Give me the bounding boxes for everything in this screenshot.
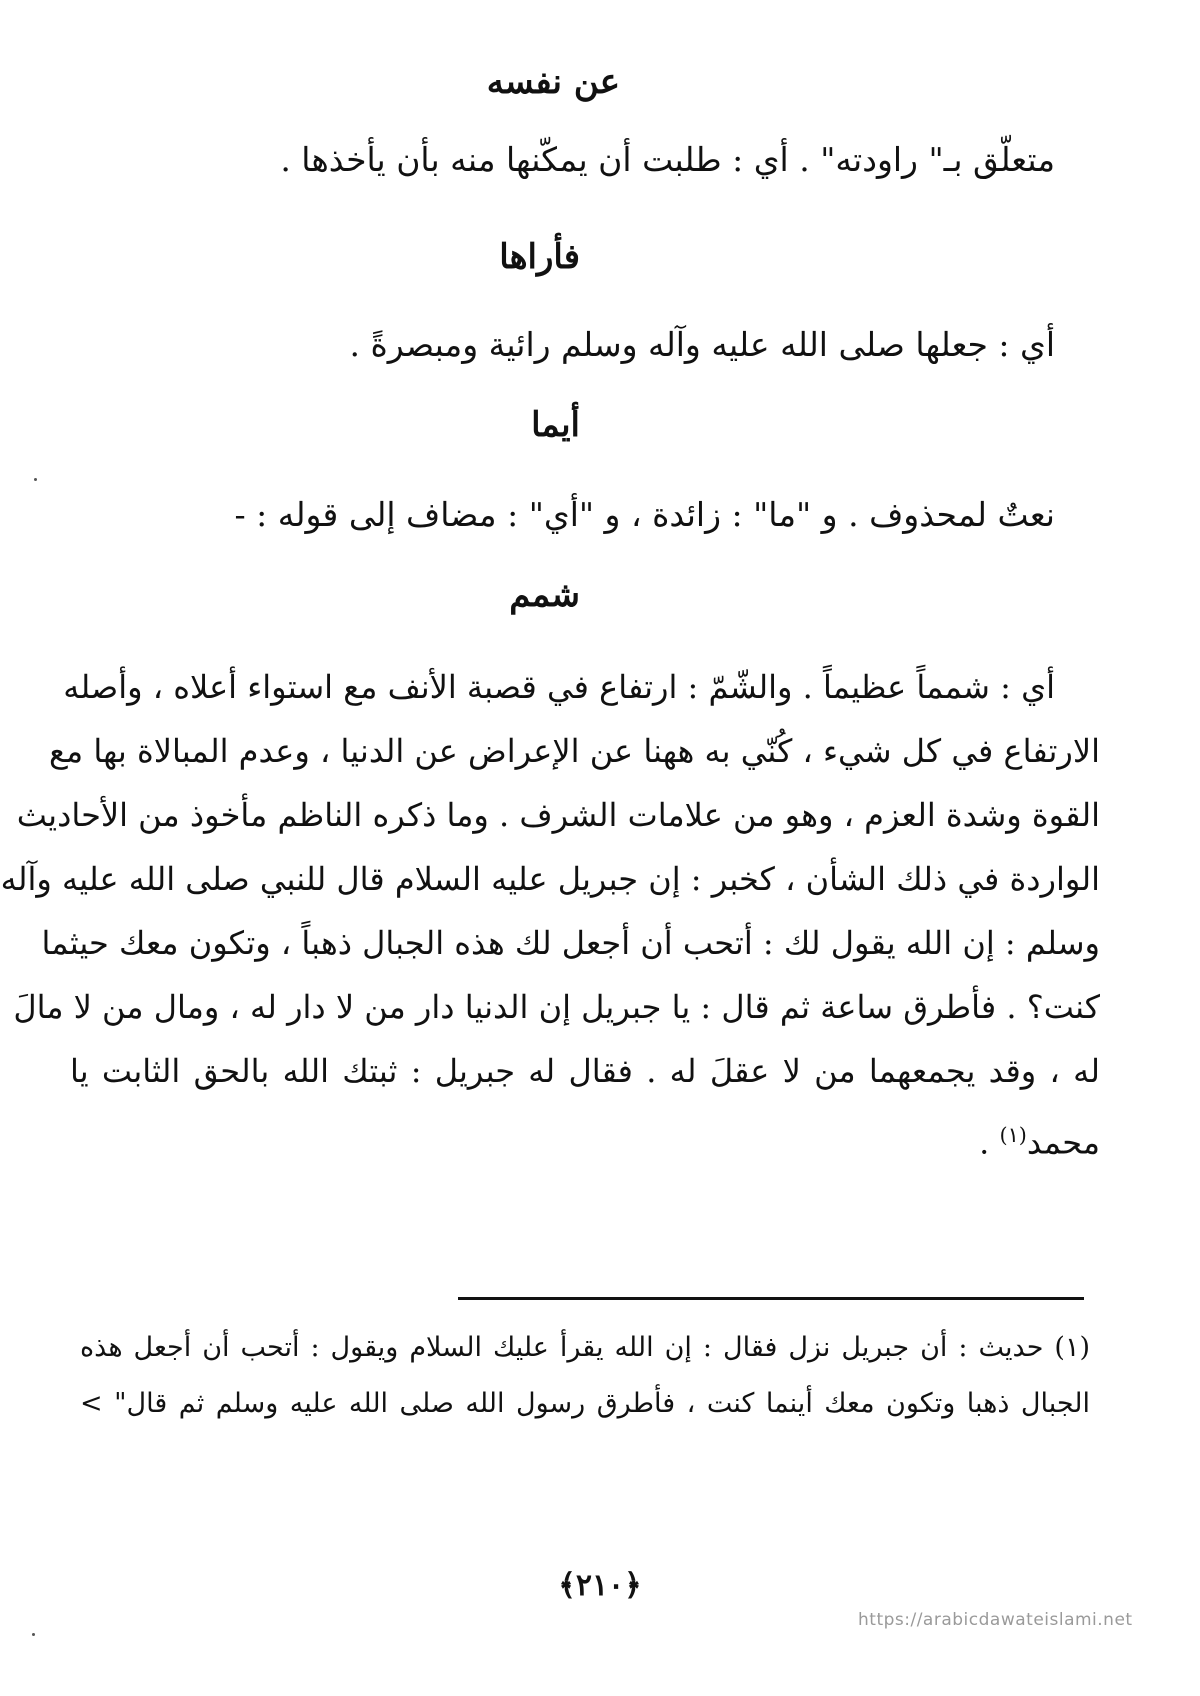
footnote-reference: (١) xyxy=(999,1123,1027,1147)
footnote-line: (١) حديث : أن جبريل نزل فقال : إن الله يقرأ عليك السلام ويقول : أتحب أن أجعل هذه xyxy=(80,1332,1090,1363)
paragraph-line: كنت؟ . فأطرق ساعة ثم قال : يا جبريل إن الدنيا دار من لا دار له ، ومال من لا مالَ xyxy=(13,988,1100,1026)
explanation-line-2: أي : جعلها صلى الله عليه وآله وسلم رائية ومبصرةً . xyxy=(349,325,1055,364)
explanation-line-3: نعتٌ لمحذوف . و "ما" : زائدة ، و "أي" : مضاف إلى قوله : - xyxy=(234,495,1055,534)
paragraph-end-mark: . xyxy=(979,1123,990,1162)
paragraph-last-line xyxy=(70,1103,1100,1167)
footnote-separator xyxy=(458,1297,1084,1300)
footnote xyxy=(80,1320,1090,1432)
heading-shamam: شمم xyxy=(509,575,580,615)
heading-an-nafsihi: عن نفسه xyxy=(486,62,620,102)
paragraph-last-word: محمد xyxy=(1026,1123,1100,1162)
paragraph-line: القوة وشدة العزم ، وهو من علامات الشرف . وما ذكره الناظم مأخوذ من الأحاديث xyxy=(16,796,1100,834)
scan-speck xyxy=(32,1633,35,1636)
explanation-line-1: متعلّق بـ" راودته" . أي : طلبت أن يمكّنها منه بأن يأخذها . xyxy=(280,140,1055,179)
paragraph-line: الارتفاع في كل شيء ، كُنّي به ههنا عن الإعراض عن الدنيا ، وعدم المبالاة بها مع xyxy=(49,732,1100,770)
heading-ayyama: أيما xyxy=(531,405,580,445)
paragraph-line: الواردة في ذلك الشأن ، كخبر : إن جبريل عليه السلام قال للنبي صلى الله عليه وآله xyxy=(0,860,1100,898)
heading-faaraha: فأراها xyxy=(499,237,580,277)
scan-speck xyxy=(34,478,37,481)
footnote-line: الجبال ذهبا وتكون معك أينما كنت ، فأطرق رسول الله صلى الله عليه وسلم ثم قال" > xyxy=(80,1388,1090,1419)
watermark-url: https://arabicdawateislami.net xyxy=(858,1610,1133,1630)
paragraph-line: أي : شمماً عظيماً . والشّمّ : ارتفاع في قصبة الأنف مع استواء أعلاه ، وأصله xyxy=(63,668,1055,706)
page-number: ﴿٢١٠﴾ xyxy=(558,1568,642,1603)
paragraph-line: وسلم : إن الله يقول لك : أتحب أن أجعل لك هذه الجبال ذهباً ، وتكون معك حيثما xyxy=(41,924,1100,962)
main-paragraph xyxy=(0,655,1100,1167)
paragraph-line: له ، وقد يجمعهما من لا عقلَ له . فقال له جبريل : ثبتك الله بالحق الثابت يا xyxy=(70,1052,1100,1090)
